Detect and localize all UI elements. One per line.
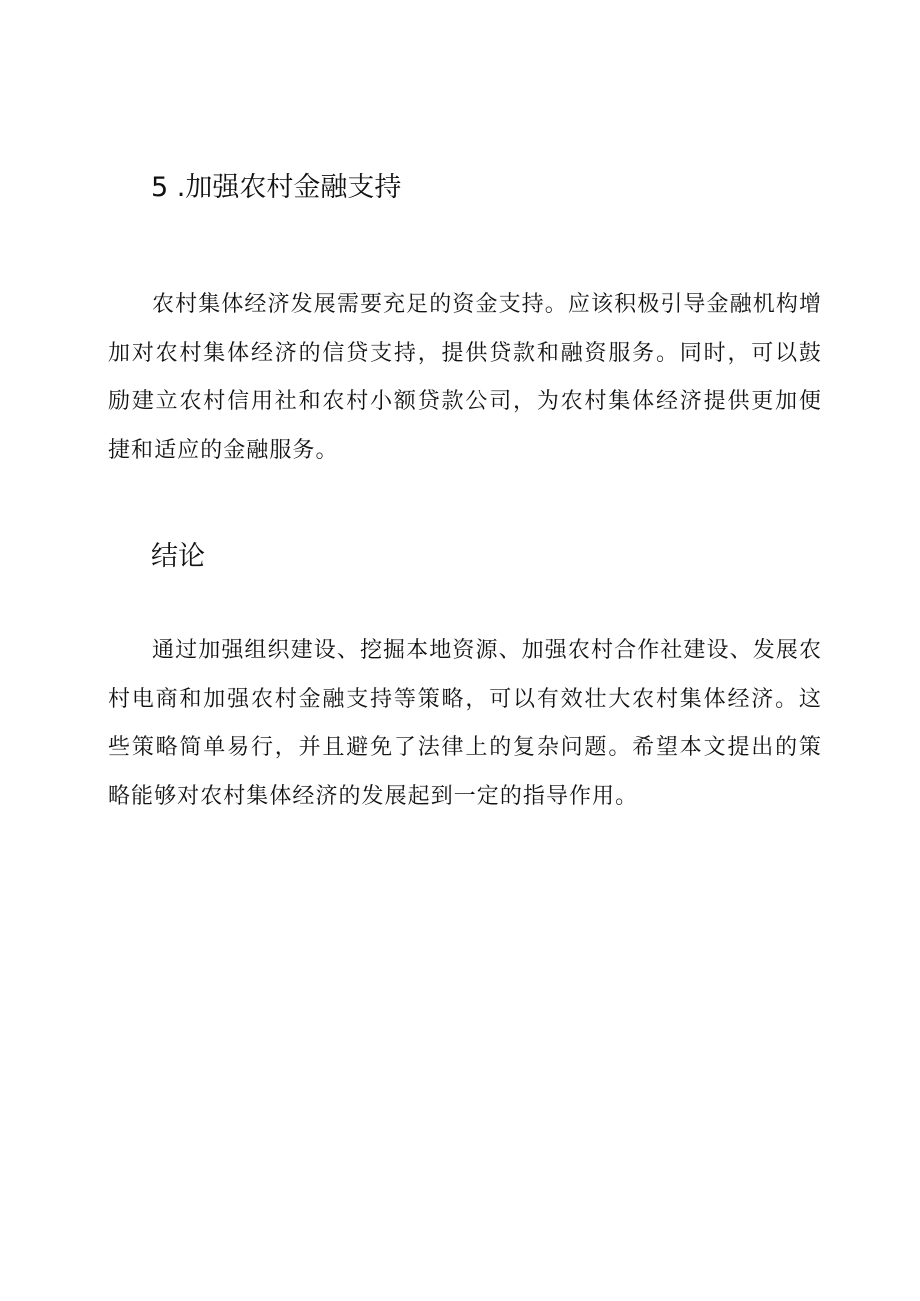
conclusion-heading: 结论	[151, 541, 205, 572]
conclusion-paragraph: 通过加强组织建设、挖掘本地资源、加强农村合作社建设、发展农村电商和加强农村金融支持等策略，可以有效壮大农村集体经济。这些策略简单易行，并且避免了法律上的复杂问题。希望本文提出的策略能够对农村集体经济的发展起到一定的指导作用。	[108, 638, 822, 809]
section-paragraph: 农村集体经济发展需要充足的资金支持。应该积极引导金融机构增加对农村集体经济的信贷支持，提供贷款和融资服务。同时，可以鼓励建立农村信用社和农村小额贷款公司，为农村集体经济提供更加便捷和适应的金融服务。	[108, 292, 822, 463]
section-heading: 5 .加强农村金融支持	[151, 172, 402, 203]
